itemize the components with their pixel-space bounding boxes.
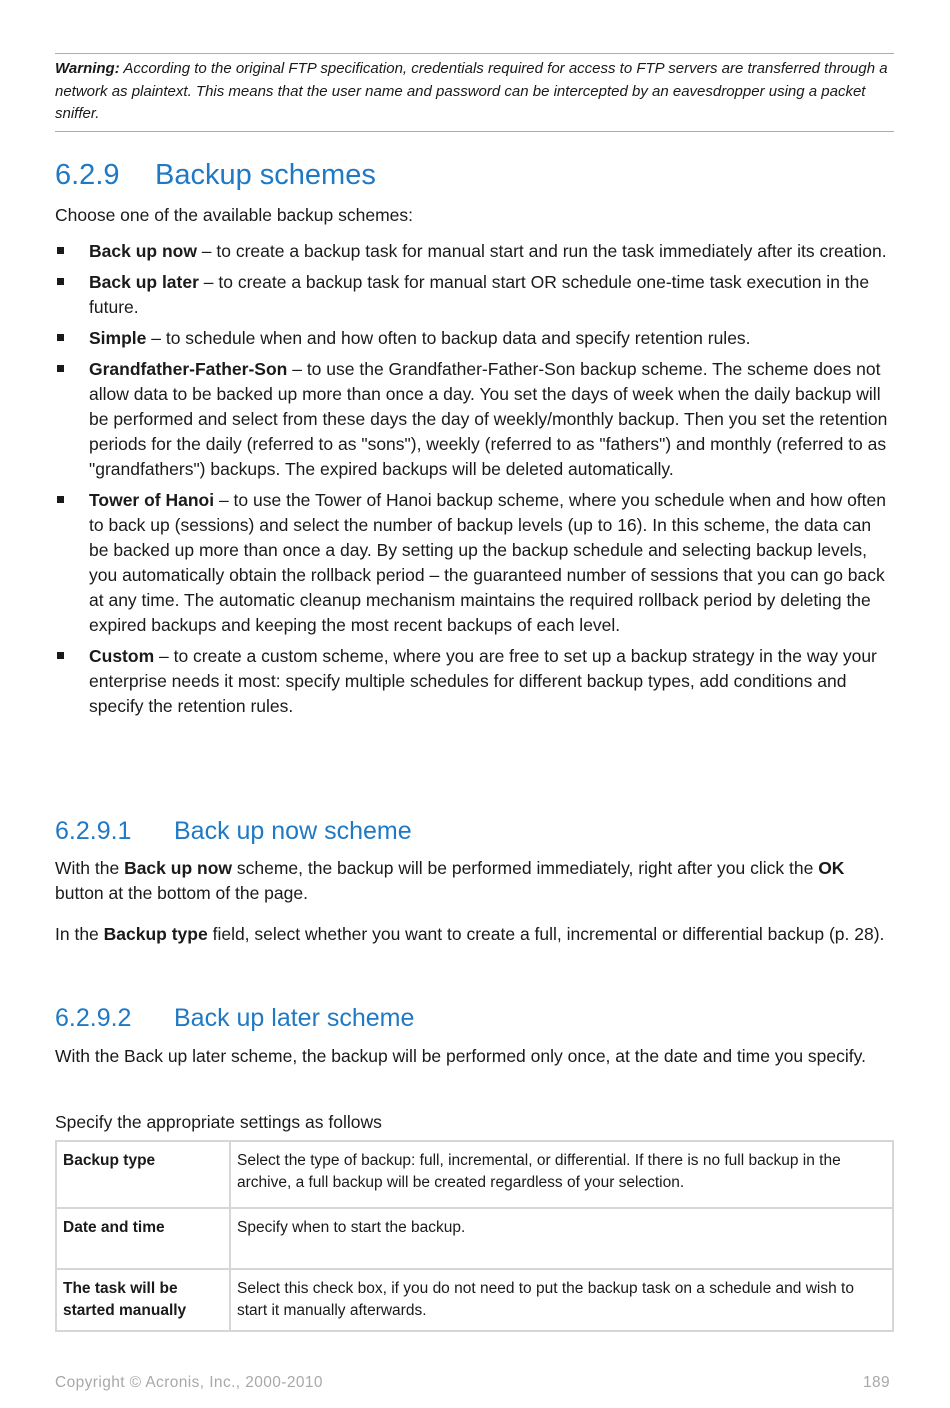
scheme-term: Tower of Hanoi (89, 490, 215, 510)
scheme-description: – to use the Grandfather-Father-Son backup scheme. The scheme does not allow data to be backed up more than once a day. You set the days of week when the daily backup will be performed and select from these days the day of weekly/monthly backup. Then you set the retention periods for the daily (referred to as "sons"), weekly (referred to as "fathers") and monthly (referred to as "grandfathers") backups. The expired backups will be deleted automatically. (89, 359, 888, 479)
bullet-icon (57, 334, 64, 341)
bullet-icon (57, 652, 64, 659)
setting-name: The task will be started manually (56, 1269, 230, 1331)
warning-note (55, 53, 894, 132)
scheme-description: – to schedule when and how often to backup data and specify retention rules. (146, 328, 751, 348)
subsection-heading-1 (55, 816, 412, 846)
warning-text: According to the original FTP specification, credentials required for access to FTP servers are transferred through a network as plaintext. This means that the user name and password can be intercepted by an eavesdropper using a packet sniffer. (55, 60, 888, 122)
scheme-term: Grandfather-Father-Son (89, 359, 288, 379)
bullet-icon (57, 247, 64, 254)
bold-term: Backup type (103, 924, 208, 944)
setting-description: Select the type of backup: full, incremental, or differential. If there is no full backup in the archive, a full backup will be created regardless of your selection. (230, 1141, 893, 1208)
list-item (55, 644, 894, 719)
text-run: With the (55, 858, 125, 878)
subsection-number: 6.2.9.2 (55, 1004, 132, 1032)
list-item (55, 488, 894, 638)
paragraph (55, 856, 894, 906)
text-run: In the (55, 924, 104, 944)
scheme-description: – to create a backup task for manual start OR schedule one-time task execution in the future. (89, 272, 870, 317)
paragraph (55, 922, 894, 947)
scheme-term: Custom (89, 646, 155, 666)
list-item (55, 326, 894, 351)
table-row (56, 1208, 893, 1269)
scheme-description: – to create a backup task for manual start and run the task immediately after its creation. (196, 241, 887, 261)
bold-term: Back up now (124, 858, 232, 878)
list-item (55, 239, 894, 264)
section-number: 6.2.9 (55, 159, 120, 191)
table-row (56, 1269, 893, 1331)
paragraph: Specify the appropriate settings as follows (55, 1112, 382, 1132)
subsection-title: Back up now scheme (174, 817, 412, 845)
scheme-description: – to create a custom scheme, where you are free to set up a backup strategy in the way your enterprise needs it most: specify multiple schedules for different backup types, add conditions and specify the retention rules. (89, 646, 877, 716)
scheme-term: Back up now (89, 241, 197, 261)
section-title: Backup schemes (155, 159, 376, 191)
copyright-text: Copyright © Acronis, Inc., 2000-2010 (55, 1374, 323, 1391)
subsection-number: 6.2.9.1 (55, 817, 132, 845)
bullet-icon (57, 365, 64, 372)
paragraph: With the Back up later scheme, the backup will be performed only once, at the date and time you specify. (55, 1046, 866, 1066)
section-heading (55, 158, 376, 192)
section-intro: Choose one of the available backup schemes: (55, 205, 414, 225)
text-run: field, select whether you want to create a full, incremental or differential backup (p. 28). (207, 924, 885, 944)
text-run: button at the bottom of the page. (55, 883, 308, 903)
setting-name: Date and time (56, 1208, 230, 1269)
page-footer (55, 1374, 894, 1392)
text-run: scheme, the backup will be performed immediately, right after you click the (232, 858, 819, 878)
setting-description: Select this check box, if you do not need to put the backup task on a schedule and wish to start it manually afterwards. (230, 1269, 893, 1331)
list-item (55, 357, 894, 482)
warning-label: Warning: (55, 60, 120, 77)
bullet-icon (57, 278, 64, 285)
scheme-term: Back up later (89, 272, 199, 292)
setting-name: Backup type (56, 1141, 230, 1208)
list-item (55, 270, 894, 320)
bold-term: OK (818, 858, 845, 878)
setting-description: Specify when to start the backup. (230, 1208, 893, 1269)
backup-scheme-list (55, 239, 894, 725)
subsection-title: Back up later scheme (174, 1004, 415, 1032)
scheme-term: Simple (89, 328, 147, 348)
page-number: 189 (862, 1374, 890, 1391)
bullet-icon (57, 496, 64, 503)
settings-table (55, 1140, 894, 1332)
subsection-heading-2 (55, 1003, 414, 1033)
table-row (56, 1141, 893, 1208)
scheme-description: – to use the Tower of Hanoi backup scheme, where you schedule when and how often to back up (sessions) and select the number of backup levels (up to 16). In this scheme, the data can be backed up more than once a day. By setting up the backup schedule and selecting backup levels, you automatically obtain the rollback period – the guaranteed number of sessions that you can go back at any time. The automatic cleanup mechanism maintains the required rollback period by deleting the expired backups and keeping the most recent backups of each level. (89, 490, 886, 635)
